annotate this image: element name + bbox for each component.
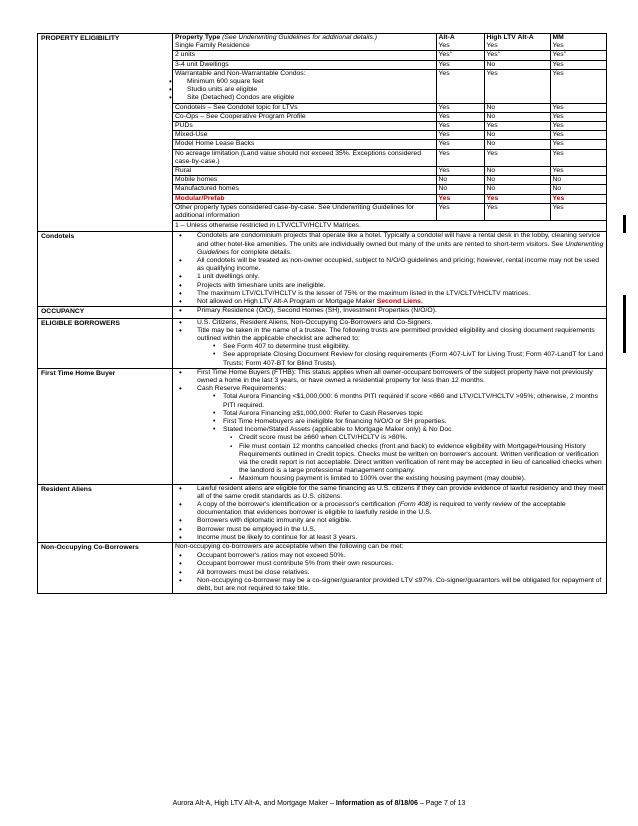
footnote-marker: 1 xyxy=(449,49,453,55)
list-item: • All borrowers must be close relatives. xyxy=(187,569,606,577)
property-type: Manufactured homes xyxy=(173,185,436,194)
first-time-home-buyer-row xyxy=(38,368,607,484)
header-property-type: Property Type (See Underwriting Guidelines for additional details.) xyxy=(175,34,377,41)
list-item: • 1 unit dwellings only. xyxy=(187,273,606,281)
property-row xyxy=(173,60,606,69)
section-label: First Time Home Buyer xyxy=(38,368,173,484)
mm-value: Yes xyxy=(550,140,606,149)
property-type: PUDs xyxy=(173,122,436,131)
high-ltv-value: No xyxy=(484,185,550,194)
high-ltv-value: No xyxy=(484,112,550,121)
section-label: Resident Aliens xyxy=(38,484,173,542)
section-label: Condotels xyxy=(38,232,173,307)
alt-a-value: Yes xyxy=(436,103,484,112)
high-ltv-value: Yes xyxy=(484,42,550,51)
mm-value: Yes$^1$ xyxy=(550,51,606,60)
high-ltv-value: Yes xyxy=(484,122,550,131)
mm-value: Yes xyxy=(550,122,606,131)
sub-list-item: • See Form 407 to determine trust eligibility. xyxy=(219,343,606,351)
list-item: • Site (Detached) Condos are eligible xyxy=(177,94,434,102)
property-row xyxy=(173,103,606,112)
property-row xyxy=(173,194,606,203)
mm-value: Yes xyxy=(550,167,606,176)
mm-value: Yes xyxy=(550,112,606,121)
alt-a-value: Yes xyxy=(436,140,484,149)
list-item: • Occupant borrower must contribute 5% from their own resources. xyxy=(187,560,606,568)
high-ltv-value: No xyxy=(484,176,550,185)
property-row xyxy=(173,42,606,51)
property-type: Model Home Lease Backs xyxy=(173,140,436,149)
property-type: Other property types considered case-by-case. See Underwriting Guidelines for additional information xyxy=(175,203,415,220)
property-type: Single Family Residence xyxy=(173,42,436,51)
resident-aliens-row xyxy=(38,484,607,542)
header-high-ltv: High LTV Alt-A xyxy=(484,34,550,42)
section-label: Non-Occupying Co-Borrowers xyxy=(38,542,173,593)
property-type: No acreage limitation (Land value should not exceed 35%. Exceptions considered case-by-case.) xyxy=(173,149,436,166)
condotels-content xyxy=(173,232,607,307)
second-liens-text: Second Liens xyxy=(376,298,421,306)
sub-list-item: • Stated Income/Stated Assets (applicable to Mortgage Maker only) & No Doc ▪ Credit score must be ≥660 when CLTV/HCLTV is >80%. ▪ File must contain 12 months cancelled checks (front and back) to evidence eligibility with Mortgage/Housing History Requirements outlined in Credit topics. Checks must be written on borrower's account. Written verification or verification via the credit report is not acceptable. Direct written verification of rent may be accepted in lieu of cancelled checks when the landlord is a large professional management company. ▪ Maximum housing payment is limited to 100% over the existing housing payment (may double). xyxy=(219,426,606,483)
property-type-table xyxy=(173,34,606,220)
sub-sub-list-item: ▪ Credit score must be ≥660 when CLTV/HCLTV is >80%. xyxy=(237,434,606,442)
alt-a-value: Yes xyxy=(436,42,484,51)
alt-a-value: No xyxy=(436,185,484,194)
property-type: 2 units xyxy=(173,51,436,60)
list-item: • All condotels will be treated as non-owner occupied, subject to N/O/O guidelines and pricing; however, rental income may not be used as qualifying income. xyxy=(187,257,606,273)
property-type: Mobile homes xyxy=(173,176,436,185)
section-label: PROPERTY ELIGIBILITY xyxy=(38,34,173,232)
list-item: • Projects with timeshare units are ineligible. xyxy=(187,282,606,290)
mm-value: Yes xyxy=(550,69,606,103)
mm-value: Yes xyxy=(550,103,606,112)
high-ltv-value: No xyxy=(484,103,550,112)
property-row xyxy=(173,112,606,121)
property-type: Rural xyxy=(173,167,436,176)
property-row xyxy=(173,51,606,60)
sub-list-item: • First Time Homebuyers are ineligible for financing N/O/O or SH properties. xyxy=(219,418,606,426)
list-item: • Cash Reserve Requirements: • Total Aurora Financing <$1,000,000: 6 months PITI required if score <660 and LTV/CLTV/HCLTV >95%; otherwise, 2 months PITI required. • Total Aurora Financing ≥$1,000,000: Refer to Cash Reserves topic • First Time Homebuyers are ineligible for financing N/O/O or SH properties. • Stated Income/Stated Assets (applicable to Mortgage Maker only) & No Doc ▪ Credit score must be ≥660 when CLTV/HCLTV is >80%. ▪ File must contain 12 months cancelled checks (front and back) to evidence eligibility with Mortgage/Housing History Requirements outlined in Credit topics. Checks must be written on borrower's account. Written verification or verification via the credit report is not acceptable. Direct written verification of rent may be accepted in lieu of cancelled checks when the landlord is a large professional management company. ▪ Maximum housing payment is limited to 100% over the existing housing payment (may double). xyxy=(187,385,606,483)
list-item: • Not allowed on High LTV Alt-A Program or Mortgage Maker Second Liens. xyxy=(187,298,606,306)
footnote-marker: 1 xyxy=(563,49,567,55)
alt-a-value: Yes xyxy=(436,60,484,69)
page-footer: Aurora Alt-A, High LTV Alt-A, and Mortgage Maker – Information as of 8/18/06 – Page 7 of 13 xyxy=(172,800,466,807)
high-ltv-value: Yes xyxy=(484,194,550,203)
property-type: Condotels – See Condotel topic for LTVs xyxy=(173,103,436,112)
list-item: • Minimum 600 square feet xyxy=(177,78,434,86)
header-alt-a: Alt-A xyxy=(436,34,484,42)
list-item: • Condotels are condominium projects that operate like a hotel. Typically a condotel will have a rental desk in the lobby, cleaning service and other hotel-like amenities. The units are individually owned but many of the units are rented to short-term visitors. See Underwriting Guidelines for complete details. xyxy=(187,232,606,257)
property-row xyxy=(173,140,606,149)
property-row xyxy=(173,69,606,103)
high-ltv-value: No xyxy=(484,131,550,140)
footnote-marker: 1 xyxy=(497,49,501,55)
property-type: 3-4 unit Dwellings xyxy=(173,60,436,69)
sub-list-item: • See appropriate Closing Document Review for closing requirements (Form 407-LivT for Living Trust; Form 407-LandT for Land Trusts; Form 407-BT for Blind Trusts). xyxy=(219,351,606,367)
list-item: • Borrower must be employed in the U.S. xyxy=(187,526,606,534)
non-occupying-row xyxy=(38,542,607,593)
section-label: OCCUPANCY xyxy=(38,307,173,318)
alt-a-value: Yes xyxy=(436,203,484,220)
property-type: Modular/Prefab xyxy=(173,194,436,203)
list-item: • Lawful resident aliens are eligible for the same financing as U.S. citizens if they can provide evidence of lawful residency and they meet all of the same credit standards as U.S. citizens. xyxy=(187,485,606,501)
footnote: 1 – Unless otherwise restricted in LTV/CLTV/HCLTV Matrices. xyxy=(173,220,606,231)
condotels-row xyxy=(38,232,607,307)
list-item: • Occupant borrower's ratios may not exceed 50%. xyxy=(187,552,606,560)
property-type-cell xyxy=(173,34,607,232)
high-ltv-value: No xyxy=(484,60,550,69)
list-item: • Borrowers with diplomatic immunity are not eligible. xyxy=(187,517,606,525)
mm-value: Yes xyxy=(550,42,606,51)
alt-a-value: Yes xyxy=(436,194,484,203)
mm-value: Yes xyxy=(550,131,606,140)
list-item: • U.S. Citizens, Resident Aliens, Non-Occupying Co-Borrowers and Co-Signers. xyxy=(187,319,606,327)
sub-sub-list-item: ▪ Maximum housing payment is limited to 100% over the existing housing payment (may double). xyxy=(237,475,606,483)
high-ltv-value: Yes xyxy=(484,69,550,103)
mm-value: Yes xyxy=(550,149,606,166)
occupancy-row xyxy=(38,307,607,318)
mm-value: Yes xyxy=(550,60,606,69)
property-type: Mixed-Use xyxy=(173,131,436,140)
high-ltv-value: Yes xyxy=(484,149,550,166)
document xyxy=(37,33,607,594)
list-item: • First Time Home Buyers (FTHB): This status applies when all owner-occupant borrowers of the subject property have not previously owned a home in the last 3 years, or have owned a residential property for less than 12 months. xyxy=(187,369,606,385)
alt-a-value: Yes xyxy=(436,112,484,121)
sub-sub-list-item: ▪ File must contain 12 months cancelled checks (front and back) to evidence eligibility with Mortgage/Housing History Requirements outlined in Credit topics. Checks must be written on borrower's account. Written verification or verification via the credit report is not acceptable. Direct written verification of rent may be accepted in lieu of cancelled checks when the landlord is a large professional management company. xyxy=(237,443,606,476)
property-row xyxy=(173,131,606,140)
high-ltv-value: No xyxy=(484,167,550,176)
property-type: Warrantable and Non-Warrantable Condos: • Minimum 600 square feet • Studio units are eligible • Site (Detached) Condos are eligible xyxy=(173,69,436,103)
mm-value: No xyxy=(550,185,606,194)
alt-a-value: Yes xyxy=(436,131,484,140)
header-mm: MM xyxy=(550,34,606,42)
high-ltv-value: Yes xyxy=(484,203,550,220)
list-item: • A copy of the borrower's identification or a processor's certification (Form 408) is required to verify review of the acceptable documentation that evidences borrower is eligible to lawfully reside in the U.S. xyxy=(187,501,606,517)
list-item: • Non-occupying co-borrower may be a co-signer/guarantor provided LTV ≤97%. Co-signer/guarantors will be obligated for repayment of debt, but are not required to take title. xyxy=(187,577,606,593)
property-eligibility-row xyxy=(38,34,607,232)
property-row xyxy=(173,167,606,176)
list-item: • Studio units are eligible xyxy=(177,86,434,94)
change-bar xyxy=(623,215,626,233)
property-row xyxy=(173,203,606,220)
intro-text: Non-occupying co-borrowers are acceptable when the following can be met: xyxy=(175,542,404,550)
list-item: • Title may be taken in the name of a trustee. The following trusts are permitted provided eligibility and closing document requirements outlined within the applicable checklist are adhered to: • See Form 407 to determine trust eligibility. • See appropriate Closing Document Review for closing requirements (Form 407-LivT for Living Trust; Form 407-LandT for Land Trusts; Form 407-BT for Blind Trusts). xyxy=(187,327,606,368)
property-row xyxy=(173,122,606,131)
high-ltv-value: Yes$^1$ xyxy=(484,51,550,60)
alt-a-value: Yes xyxy=(436,167,484,176)
property-type: Co-Ops – See Cooperative Program Profile xyxy=(173,112,436,121)
high-ltv-value: No xyxy=(484,140,550,149)
alt-a-value: Yes xyxy=(436,122,484,131)
eligible-borrowers-row xyxy=(38,318,607,368)
property-header-row xyxy=(173,34,606,42)
sub-list-item: • Total Aurora Financing ≥$1,000,000: Refer to Cash Reserves topic xyxy=(219,410,606,418)
list-item: • Primary Residence (O/O), Second Homes (SH), Investment Properties (N/O/O). xyxy=(187,307,606,315)
property-row xyxy=(173,149,606,166)
alt-a-value: No xyxy=(436,176,484,185)
list-item: • Income must be likely to continue for at least 3 years. xyxy=(187,534,606,542)
property-row xyxy=(173,176,606,185)
mm-value: Yes xyxy=(550,203,606,220)
change-bar xyxy=(623,295,626,353)
alt-a-value: Yes xyxy=(436,69,484,103)
property-row xyxy=(173,185,606,194)
mm-value: No xyxy=(550,176,606,185)
mm-value: Yes xyxy=(550,194,606,203)
alt-a-value: Yes xyxy=(436,149,484,166)
section-label: ELIGIBLE BORROWERS xyxy=(38,318,173,368)
guidelines-table xyxy=(37,33,607,594)
sub-list-item: • Total Aurora Financing <$1,000,000: 6 months PITI required if score <660 and LTV/CLTV/HCLTV >95%; otherwise, 2 months PITI required. xyxy=(219,393,606,409)
list-item: • The maximum LTV/CLTV/HCLTV is the lesser of 75% or the maximum listed in the LTV/CLTV/HCLTV matrices. xyxy=(187,290,606,298)
alt-a-value: Yes$^1$ xyxy=(436,51,484,60)
